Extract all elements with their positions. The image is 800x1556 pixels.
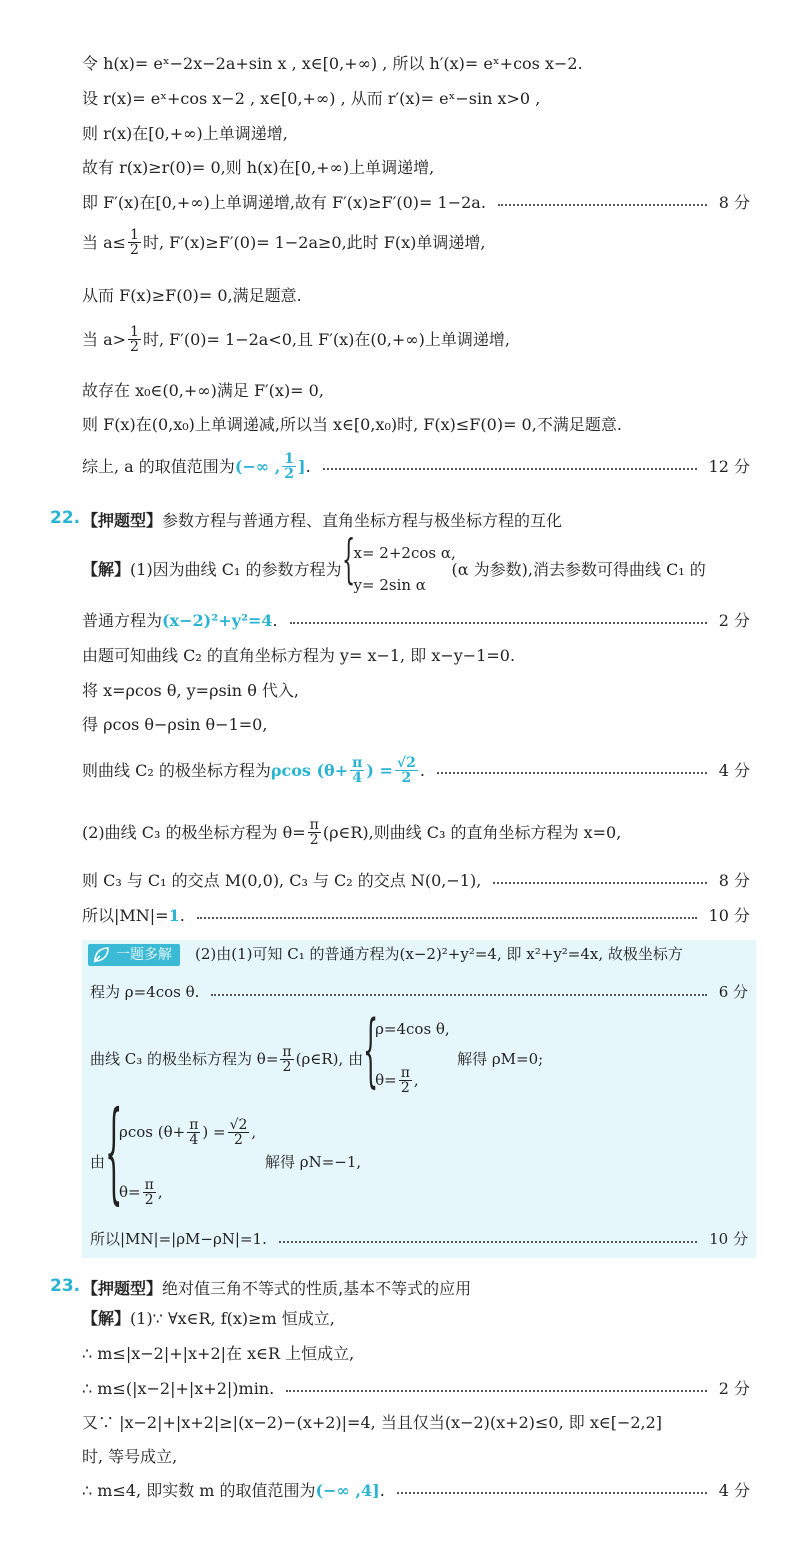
brace-icon: { (363, 1002, 379, 1096)
leader-dots (493, 882, 706, 884)
text-line: 综上, a 的取值范围为 (−∞ , $\frac{1}{2}$ ] . 12 分 (82, 451, 750, 482)
leader-dots (290, 622, 707, 624)
text-line: 程为 ρ=4cos θ. 6 分 (90, 983, 748, 1001)
score: 2 分 (718, 611, 750, 630)
leader-dots (323, 468, 697, 470)
text-line: 故存在 x₀∈(0,+∞)满足 F′(x)= 0, (82, 381, 324, 400)
leader-dots (211, 994, 706, 996)
leader-dots (286, 1390, 707, 1392)
text-line: 由 { ρcos (θ+ $\frac{\pi}{4}$ ) = $\frac{√2}{2}$ , θ= $\frac{\pi}{2}$ , 解得 ρN=−1, (90, 1087, 362, 1215)
score: 10 分 (709, 1230, 748, 1248)
score: 10 分 (708, 906, 750, 925)
brace-icon: { (105, 1087, 123, 1215)
question-number: 22. (50, 508, 81, 528)
fraction: $\frac{1}{2}$ (284, 451, 295, 482)
leader-dots (197, 917, 697, 919)
fraction: $\frac{\pi}{4}$ (189, 1117, 199, 1148)
text-line: ∴ m≤4, 即实数 m 的取值范围为 (−∞ ,4] . 4 分 (82, 1481, 750, 1500)
score: 6 分 (718, 983, 748, 1001)
text-line: 时, 等号成立, (82, 1447, 178, 1466)
fraction: $\frac{1}{2}$ (130, 227, 139, 258)
score: 8 分 (718, 193, 750, 212)
text-line: 又∵ |x−2|+|x+2|≥|(x−2)−(x+2)|=4, 当且仅当(x−2)(x+2)≤0, 即 x∈[−2,2] (82, 1413, 663, 1432)
score: 4 分 (718, 760, 750, 780)
fraction: $\frac{\pi}{2}$ (309, 817, 319, 848)
score: 4 分 (718, 1481, 750, 1500)
text-line: 即 F′(x)在[0,+∞)上单调递增,故有 F′(x)≥F′(0)= 1−2a. 8 分 (82, 193, 750, 212)
question-heading: 【押题型】绝对值三角不等式的性质,基本不等式的应用 (82, 1279, 472, 1298)
equation-system: { x= 2+2cos α, y= 2sin α (341, 530, 456, 594)
text-line: 令 h(x)= eˣ−2x−2a+sin x , x∈[0,+∞) , 所以 h′(x)= eˣ+cos x−2. (82, 54, 583, 73)
fraction: $\frac{1}{2}$ (130, 324, 139, 355)
leaf-icon (92, 946, 110, 964)
equation-system: { ρ=4cos θ, θ= $\frac{\pi}{2}$ , (363, 1002, 450, 1096)
text-line: 将 x=ρcos θ, y=ρsin θ 代入, (82, 681, 299, 700)
fraction: $\frac{√2}{2}$ (396, 755, 416, 786)
fraction: $\frac{√2}{2}$ (229, 1117, 248, 1148)
alt-solution-badge: 一题多解 (88, 944, 180, 966)
text-line: 则 C₃ 与 C₁ 的交点 M(0,0), C₃ 与 C₂ 的交点 N(0,−1), 8 分 (82, 871, 750, 890)
fraction: $\frac{\pi}{2}$ (144, 1177, 154, 1208)
text-line: 当 a> $\frac{1}{2}$ 时, F′(0)= 1−2a<0,且 F′(x)在(0,+∞)上单调递增, (82, 324, 510, 355)
text-line: 所以|MN|= 1 . 10 分 (82, 906, 750, 925)
text-line: 则 F(x)在(0,x₀)上单调递减,所以当 x∈[0,x₀)时, F(x)≤F(0)= 0,不满足题意. (82, 415, 622, 434)
text-line: 当 a≤ $\frac{1}{2}$ 时, F′(x)≥F′(0)= 1−2a≥0,此时 F(x)单调递增, (82, 227, 486, 258)
leader-dots (437, 772, 707, 774)
text-line: 曲线 C₃ 的极坐标方程为 θ= $\frac{\pi}{2}$ (ρ∈R), 由 { ρ=4cos θ, θ= $\frac{\pi}{2}$ , 解得 ρM=0; (90, 1002, 544, 1096)
text-line: 普通方程为 (x−2)²+y²=4 . 2 分 (82, 611, 750, 630)
fraction: $\frac{\pi}{4}$ (352, 755, 363, 786)
text-line: 由题可知曲线 C₂ 的直角坐标方程为 y= x−1, 即 x−y−1=0. (82, 646, 516, 665)
text-line: (2)曲线 C₃ 的极坐标方程为 θ= $\frac{\pi}{2}$ (ρ∈R),则曲线 C₃ 的直角坐标方程为 x=0, (82, 817, 622, 848)
fraction: $\frac{\pi}{2}$ (400, 1064, 410, 1096)
score: 8 分 (718, 871, 750, 890)
text-line: 【解】 (1)因为曲线 C₁ 的参数方程为 { x= 2+2cos α, y= 2sin α (α 为参数),消去参数可得曲线 C₁ 的 (82, 530, 706, 594)
leader-dots (498, 204, 707, 206)
text-line: 【解】 (1)∵ ∀x∈R, f(x)≥m 恒成立, (82, 1309, 335, 1328)
leader-dots (279, 1241, 697, 1243)
brace-icon: { (341, 530, 355, 590)
text-line: 得 ρcos θ−ρsin θ−1=0, (82, 715, 268, 734)
text-line: ∴ m≤(|x−2|+|x+2|)min. 2 分 (82, 1379, 750, 1398)
text-line: 则曲线 C₂ 的极坐标方程为 ρcos (θ+ $\frac{\pi}{4}$ ) = $\frac{√2}{2}$ . 4 分 (82, 755, 750, 786)
fraction: $\frac{\pi}{2}$ (282, 1044, 292, 1075)
text-line: 故有 r(x)≥r(0)= 0,则 h(x)在[0,+∞)上单调递增, (82, 158, 435, 177)
text-line: 所以|MN|=|ρM−ρN|=1. 10 分 (90, 1230, 748, 1248)
text-line: 设 r(x)= eˣ+cos x−2 , x∈[0,+∞) , 从而 r′(x)= eˣ−sin x>0 , (82, 89, 541, 108)
equation-system: { ρcos (θ+ $\frac{\pi}{4}$ ) = $\frac{√2}{2}$ , θ= $\frac{\pi}{2}$ , (105, 1087, 257, 1215)
score: 12 分 (708, 456, 750, 476)
score: 2 分 (718, 1379, 750, 1398)
text-line: ∴ m≤|x−2|+|x+2|在 x∈R 上恒成立, (82, 1344, 355, 1363)
text-line: 则 r(x)在[0,+∞)上单调递增, (82, 124, 288, 143)
question-heading: 【押题型】参数方程与普通方程、直角坐标方程与极坐标方程的互化 (82, 511, 563, 530)
text-line: (2)由(1)可知 C₁ 的普通方程为(x−2)²+y²=4, 即 x²+y²=4x, 故极坐标方 (195, 945, 683, 963)
leader-dots (397, 1492, 707, 1494)
text-line: 从而 F(x)≥F(0)= 0,满足题意. (82, 286, 302, 305)
question-number: 23. (50, 1276, 81, 1296)
